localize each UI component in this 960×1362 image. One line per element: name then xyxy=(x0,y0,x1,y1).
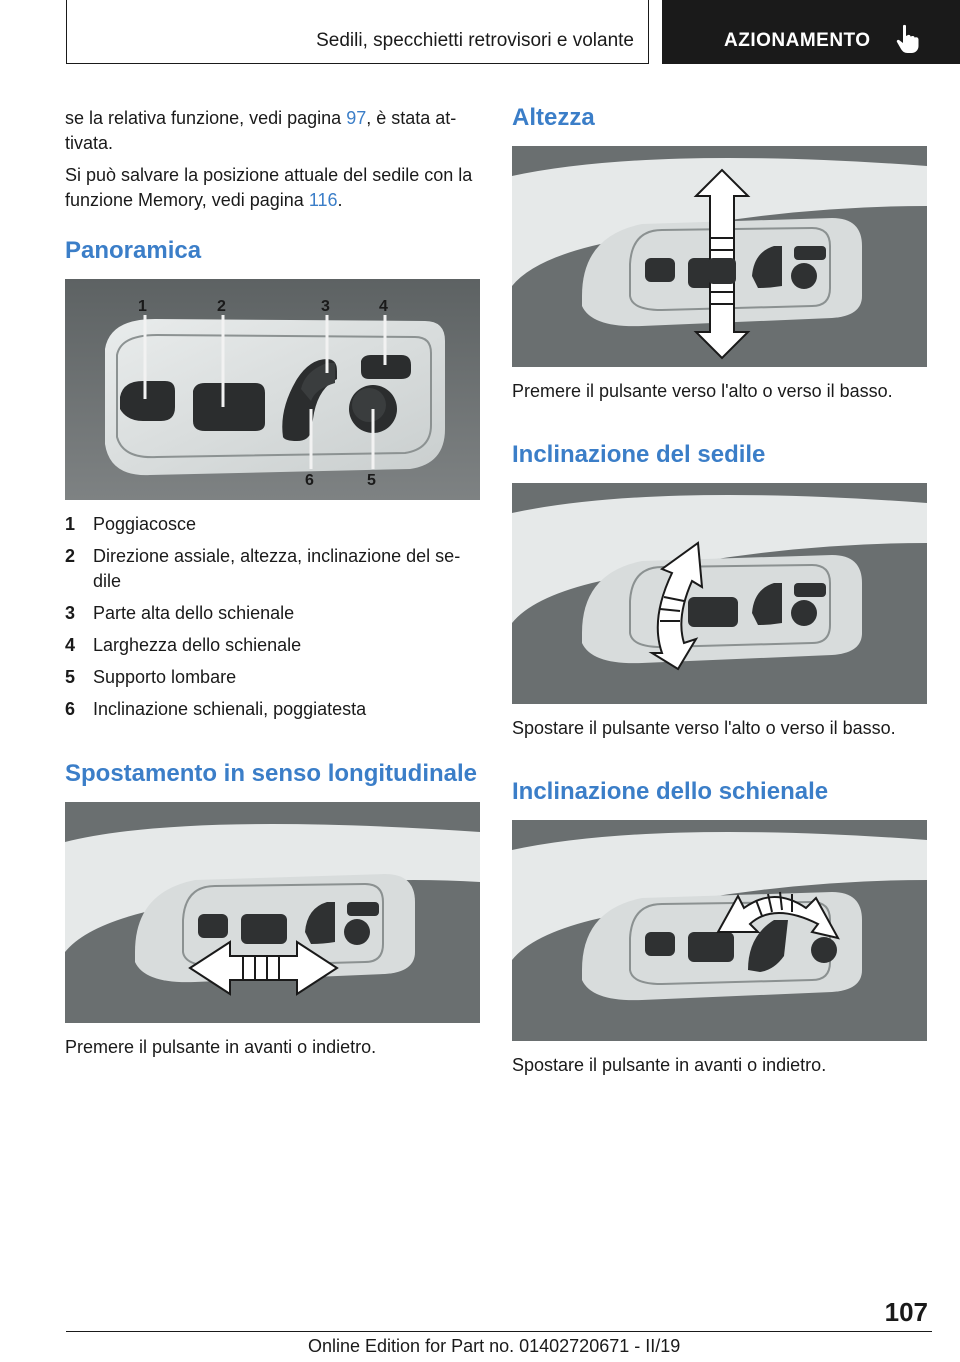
header-section-title: Sedili, specchietti retrovisori e volante xyxy=(316,30,634,51)
legend-text: Poggiacosce xyxy=(93,514,197,534)
legend-text: Supporto lombare xyxy=(93,667,237,687)
heading-inclinazione-sedile: Inclinazione del sedile xyxy=(512,441,766,468)
legend-number: 3 xyxy=(65,603,76,623)
callout-2: 2 xyxy=(217,298,226,315)
legend-number: 5 xyxy=(65,667,76,687)
legend-text: Parte alta dello schienale xyxy=(93,603,295,623)
memory-text-end: . xyxy=(337,190,343,210)
footer-edition: Online Edition for Part no. 01402720671 - II/19 xyxy=(308,1336,681,1356)
legend-list xyxy=(65,512,480,729)
longitudinal-caption: Premere il pulsante in avanti o indietro. xyxy=(65,1037,377,1057)
legend-text: Inclinazione schienali, poggiatesta xyxy=(93,699,367,719)
intro-text-end: , è stata attivata. xyxy=(65,108,457,153)
longitudinal-adjust-image xyxy=(65,802,480,1023)
intro-paragraph-1 xyxy=(65,106,480,156)
memory-text: Si può salvare la posizione attuale del sedile con la funzione Memory, vedi pagina xyxy=(65,165,473,210)
legend-number: 4 xyxy=(65,635,76,655)
seat-controls-overview-image xyxy=(65,279,480,500)
legend-number: 2 xyxy=(65,546,76,566)
legend-number: 1 xyxy=(65,514,76,534)
legend-item-3 xyxy=(65,601,480,626)
page-link-97[interactable]: 97 xyxy=(346,108,367,128)
page-number: 107 xyxy=(884,1297,928,1327)
legend-item-2 xyxy=(65,544,480,594)
height-adjust-image xyxy=(512,146,927,367)
backrest-tilt-adjust-image xyxy=(512,820,927,1041)
header-chapter-label: AZIONAMENTO xyxy=(724,30,871,51)
heading-altezza: Altezza xyxy=(512,104,595,131)
heading-panoramica: Panoramica xyxy=(65,237,202,264)
heading-inclinazione-schienale: Inclinazione dello schienale xyxy=(512,778,829,805)
legend-item-6 xyxy=(65,697,480,722)
legend-item-5 xyxy=(65,665,480,690)
legend-text: Direzione assiale, altezza, inclinazione del sedile xyxy=(93,546,461,591)
legend-item-4 xyxy=(65,633,480,658)
callout-1: 1 xyxy=(138,298,147,315)
intro-text: se la relativa funzione, vedi pagina xyxy=(65,108,347,128)
header-chapter-tab[interactable] xyxy=(662,0,960,64)
header-section-box xyxy=(66,0,649,64)
legend-item-1 xyxy=(65,512,480,537)
footer-divider xyxy=(66,1331,932,1332)
seat-tilt-adjust-image xyxy=(512,483,927,704)
legend-text: Larghezza dello schienale xyxy=(93,635,302,655)
callout-6: 6 xyxy=(305,472,314,489)
pointing-hand-icon xyxy=(894,24,922,54)
callout-4: 4 xyxy=(379,298,388,315)
backrest-tilt-caption: Spostare il pulsante in avanti o indietro. xyxy=(512,1055,827,1075)
callout-5: 5 xyxy=(367,472,376,489)
heading-longitudinal: Spostamento in senso longitudinale xyxy=(65,760,478,787)
callout-3: 3 xyxy=(321,298,330,315)
page-link-116[interactable]: 116 xyxy=(308,190,338,210)
legend-number: 6 xyxy=(65,699,76,719)
intro-paragraph-2 xyxy=(65,163,480,213)
seat-tilt-caption: Spostare il pulsante verso l'alto o verso il basso. xyxy=(512,718,896,738)
height-caption: Premere il pulsante verso l'alto o verso il basso. xyxy=(512,381,893,401)
